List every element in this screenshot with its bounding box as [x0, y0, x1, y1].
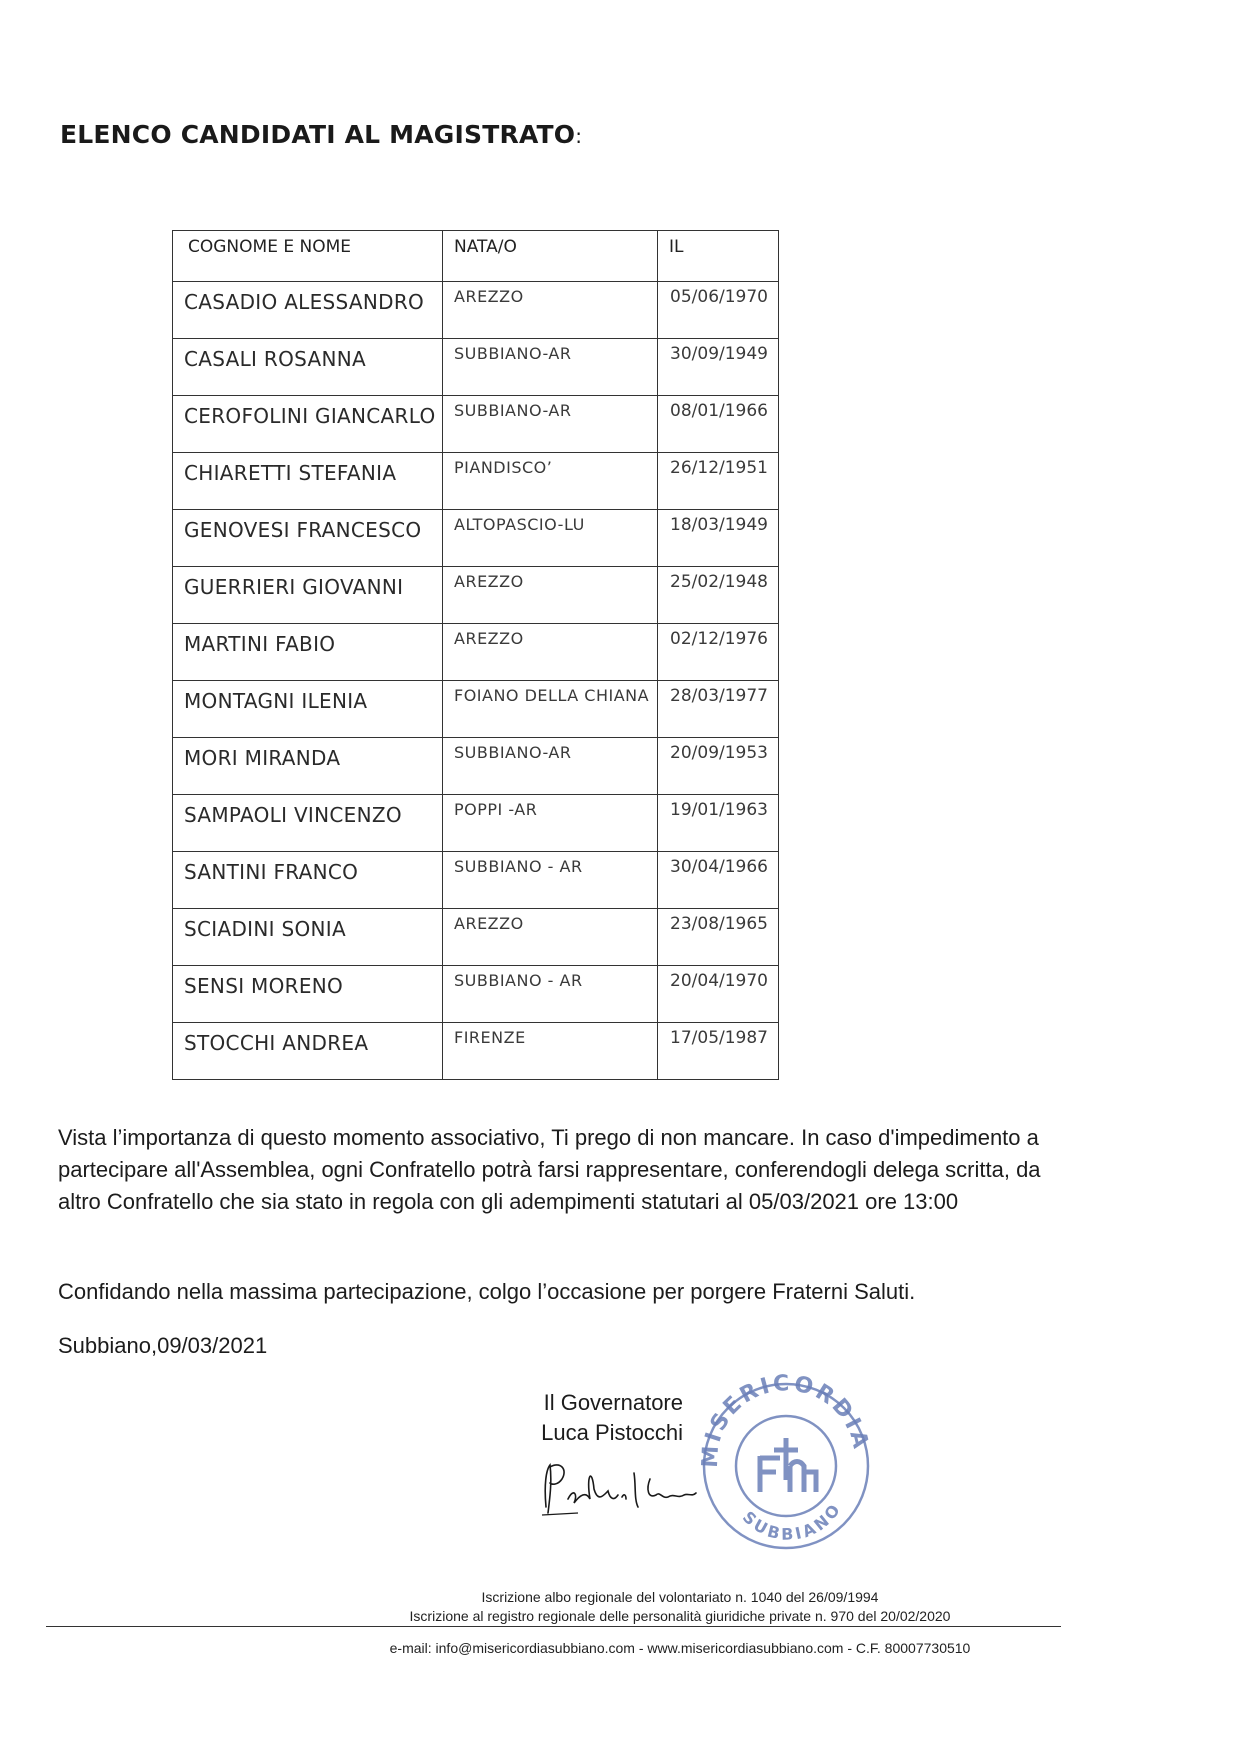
candidate-birthdate-cell — [658, 795, 779, 852]
candidate-birthplace-cell — [443, 339, 658, 396]
candidate-birthdate-cell — [658, 624, 779, 681]
candidate-birthdate-cell — [658, 681, 779, 738]
candidate-birthdate: 18/03/1949 — [670, 515, 768, 535]
candidate-name-cell — [173, 396, 443, 453]
candidate-birthdate: 05/06/1970 — [670, 287, 768, 307]
candidate-birthplace: SUBBIANO-AR — [454, 401, 572, 420]
candidate-name-cell — [173, 567, 443, 624]
candidate-birthdate: 17/05/1987 — [670, 1028, 768, 1048]
candidate-birthplace-cell — [443, 966, 658, 1023]
table-row — [173, 339, 779, 396]
candidate-name: SENSI MORENO — [184, 974, 344, 998]
candidate-birthplace: FIRENZE — [454, 1028, 526, 1047]
handwritten-signature — [538, 1455, 708, 1525]
signer-role: Il Governatore — [543, 1390, 683, 1415]
candidate-name: CASADIO ALESSANDRO — [184, 290, 425, 314]
candidate-birthdate: 25/02/1948 — [670, 572, 768, 592]
place-and-date: Subbiano,09/03/2021 — [58, 1333, 268, 1358]
candidate-name-cell — [173, 681, 443, 738]
candidate-name-cell — [173, 738, 443, 795]
candidate-birthdate: 08/01/1966 — [670, 401, 768, 421]
candidate-birthplace: PIANDISCO’ — [454, 458, 553, 477]
candidate-name-cell — [173, 1023, 443, 1080]
candidate-birthdate: 23/08/1965 — [670, 914, 768, 934]
candidate-birthdate-cell — [658, 1023, 779, 1080]
candidate-birthdate-cell — [658, 510, 779, 567]
candidate-birthdate-cell — [658, 966, 779, 1023]
candidate-name: GUERRIERI GIOVANNI — [184, 575, 404, 599]
candidate-name-cell — [173, 453, 443, 510]
candidate-birthplace-cell — [443, 909, 658, 966]
candidate-birthplace-cell — [443, 1023, 658, 1080]
candidate-name-cell — [173, 795, 443, 852]
candidate-birthplace: SUBBIANO - AR — [454, 971, 583, 990]
candidate-birthplace: AREZZO — [454, 629, 524, 648]
candidate-birthplace: ALTOPASCIO-LU — [454, 515, 585, 534]
candidate-name-cell — [173, 852, 443, 909]
candidate-name-cell — [173, 282, 443, 339]
candidate-birthdate: 30/04/1966 — [670, 857, 768, 877]
footer-divider — [46, 1626, 1061, 1627]
stamp-emblem-icon — [760, 1438, 816, 1492]
stamp-top-text: MISERICORDIA — [697, 1371, 874, 1469]
signer-name: Luca Pistocchi — [541, 1420, 683, 1445]
candidate-name: MONTAGNI ILENIA — [184, 689, 368, 713]
candidate-birthplace: FOIANO DELLA CHIANA — [454, 686, 650, 705]
footer-registration-line-2: Iscrizione al registro regionale delle personalità giuridiche private n. 970 del 20/02/2020 — [409, 1608, 951, 1624]
table-row — [173, 624, 779, 681]
candidate-birthplace: SUBBIANO-AR — [454, 344, 572, 363]
candidate-birthplace: SUBBIANO - AR — [454, 857, 583, 876]
candidate-birthplace-cell — [443, 852, 658, 909]
candidate-birthplace: AREZZO — [454, 287, 524, 306]
table-row — [173, 282, 779, 339]
table-row — [173, 1023, 779, 1080]
header-birthdate: IL — [658, 231, 779, 282]
candidate-birthplace-cell — [443, 282, 658, 339]
body-paragraph-1: Vista l’importanza di questo momento associativo, Ti prego di non mancare. In caso d'impedimento a partecipare all'Assemblea, ogni Confratello potrà farsi rappresentare, conferendogli delega scritta, da altro Confratello che sia stato in regola con gli adempimenti statutari al 05/03/2021 ore 13:00 — [58, 1125, 1041, 1214]
candidate-name-cell — [173, 339, 443, 396]
table-row — [173, 909, 779, 966]
candidate-birthdate-cell — [658, 852, 779, 909]
signature-block — [520, 1388, 683, 1448]
document-title-colon: : — [575, 124, 583, 148]
candidate-birthdate: 20/04/1970 — [670, 971, 768, 991]
body-paragraph-2: Confidando nella massima partecipazione, colgo l’occasione per porgere Fraterni Saluti. — [58, 1279, 916, 1304]
candidates-table — [172, 230, 779, 1080]
candidate-birthplace-cell — [443, 624, 658, 681]
table-row — [173, 510, 779, 567]
table-row — [173, 966, 779, 1023]
candidate-birthdate-cell — [658, 567, 779, 624]
candidate-name: GENOVESI FRANCESCO — [184, 518, 422, 542]
candidate-birthplace: SUBBIANO-AR — [454, 743, 572, 762]
candidate-birthdate: 26/12/1951 — [670, 458, 768, 478]
table-row — [173, 396, 779, 453]
candidate-name: MARTINI FABIO — [184, 632, 336, 656]
candidate-birthdate: 20/09/1953 — [670, 743, 768, 763]
table-row — [173, 738, 779, 795]
candidate-birthplace-cell — [443, 453, 658, 510]
header-name: COGNOME E NOME — [173, 231, 443, 282]
candidate-birthplace-cell — [443, 396, 658, 453]
candidate-birthplace-cell — [443, 567, 658, 624]
candidate-birthdate-cell — [658, 339, 779, 396]
candidate-birthplace-cell — [443, 795, 658, 852]
table-row — [173, 852, 779, 909]
candidate-birthdate-cell — [658, 738, 779, 795]
candidate-birthdate-cell — [658, 453, 779, 510]
candidate-name-cell — [173, 909, 443, 966]
candidate-birthplace: AREZZO — [454, 572, 524, 591]
document-title — [60, 120, 582, 149]
candidate-birthdate: 30/09/1949 — [670, 344, 768, 364]
candidate-name: SAMPAOLI VINCENZO — [184, 803, 402, 827]
candidate-birthplace: AREZZO — [454, 914, 524, 933]
footer-registration-line-1: Iscrizione albo regionale del volontariato n. 1040 del 26/09/1994 — [481, 1589, 879, 1605]
candidate-birthdate: 02/12/1976 — [670, 629, 768, 649]
candidate-name: SANTINI FRANCO — [184, 860, 359, 884]
association-stamp — [690, 1368, 880, 1558]
candidate-birthdate-cell — [658, 396, 779, 453]
candidate-birthdate: 28/03/1977 — [670, 686, 768, 706]
table-row — [173, 681, 779, 738]
candidate-birthplace: POPPI -AR — [454, 800, 538, 819]
candidate-birthdate-cell — [658, 909, 779, 966]
candidate-name: CASALI ROSANNA — [184, 347, 366, 371]
document-title-text: ELENCO CANDIDATI AL MAGISTRATO — [60, 120, 576, 149]
table-header-row — [173, 231, 779, 282]
candidate-name-cell — [173, 624, 443, 681]
candidate-name: SCIADINI SONIA — [184, 917, 346, 941]
candidate-name: STOCCHI ANDREA — [184, 1031, 369, 1055]
candidate-name: CEROFOLINI GIANCARLO — [184, 404, 436, 428]
table-row — [173, 567, 779, 624]
table-row — [173, 453, 779, 510]
candidate-birthdate: 19/01/1963 — [670, 800, 768, 820]
table-row — [173, 795, 779, 852]
candidate-name-cell — [173, 510, 443, 567]
header-birthplace: NATA/O — [443, 231, 658, 282]
candidate-birthdate-cell — [658, 282, 779, 339]
footer-contact-line: e-mail: info@misericordiasubbiano.com - www.misericordiasubbiano.com - C.F. 80007730510 — [389, 1640, 971, 1656]
candidate-birthplace-cell — [443, 738, 658, 795]
stamp-bottom-text: SUBBIANO — [738, 1498, 846, 1544]
candidate-name-cell — [173, 966, 443, 1023]
candidate-birthplace-cell — [443, 681, 658, 738]
candidate-name: CHIARETTI STEFANIA — [184, 461, 397, 485]
candidate-name: MORI MIRANDA — [184, 746, 341, 770]
candidate-birthplace-cell — [443, 510, 658, 567]
